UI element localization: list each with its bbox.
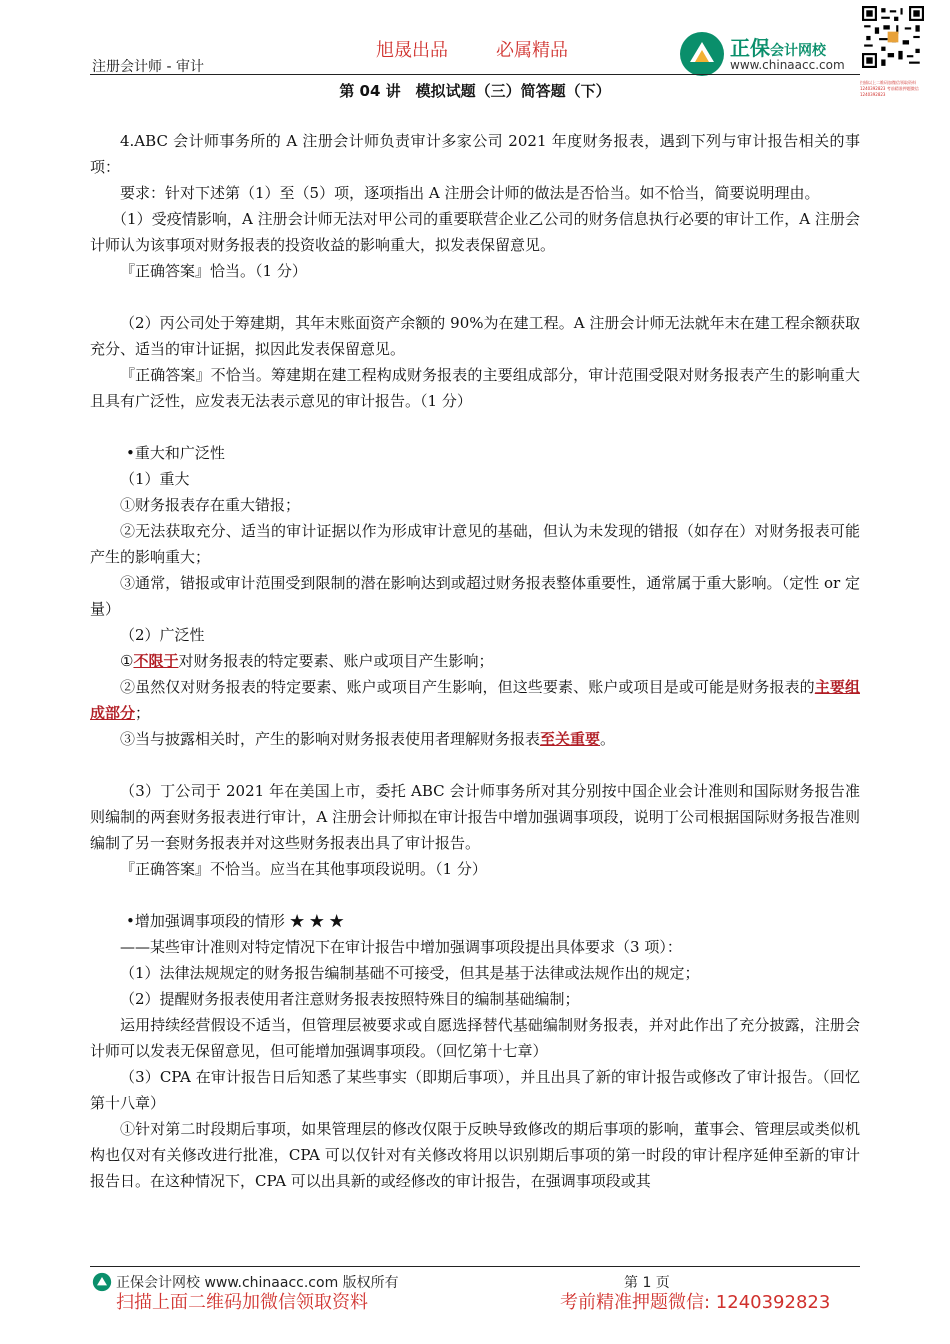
- subsequent-events-point: ①针对第二时段期后事项，如果管理层的修改仅限于反映导致修改的期后事项的影响，董事会、管理层或类似机构也仅对有关修改进行批准，CPA 可以仅针对有关修改将用以识别期后事项的第一时段的审计程序延伸至新的审计报告日。在这种情况下，CPA 可以出具新的或经修改的审计报告，在强调事项段或其: [90, 1120, 860, 1190]
- header-rule: [90, 74, 860, 75]
- question-stem: 4.ABC 会计师事务所的 A 注册会计师负责审计多家公司 2021 年度财务报表，遇到下列与审计报告相关的事项：: [90, 132, 860, 176]
- answer-1: 『正确答案』恰当。（1 分）: [120, 262, 307, 280]
- subheading-pervasive: （2）广泛性: [120, 626, 205, 644]
- qr-code-icon[interactable]: [862, 6, 924, 68]
- emphasis-case-3: （3）CPA 在审计报告日后知悉了某些事实（即期后事项），并且出具了新的审计报告或修改了审计报告。（回忆第十八章）: [90, 1068, 860, 1112]
- qr-caption: 扫描以上二维码加微信领取资料 1240392823 考前精准押题微信 1240392823: [860, 80, 919, 97]
- answer-3: 『正确答案』不恰当。应当在其他事项段说明。（1 分）: [120, 860, 487, 878]
- item-3: （3）丁公司于 2021 年在美国上市，委托 ABC 会计师事务所对其分别按中国企业会计准则和国际财务报告准则编制的两套财务报表进行审计，A 注册会计师拟在审计报告中增加强调事项段，说明丁公司根据国际财务报告准则编制了另一套财务报表并对这些财务报表出具了审计报告。: [90, 782, 860, 852]
- footer-copyright: 正保会计网校 www.chinaacc.com 版权所有: [92, 1272, 399, 1292]
- logo-name: 正保会计网校: [730, 36, 826, 60]
- item-2: （2）丙公司处于筹建期，其年末账面资产余额的 90%为在建工程。A 注册会计师无法就年末在建工程余额获取充分、适当的审计证据，拟因此发表保留意见。: [90, 314, 860, 358]
- emphasis-main-part: 主要组成部分: [90, 678, 860, 722]
- page-title: 第 04 讲 模拟试题（三）简答题（下）: [339, 82, 611, 100]
- pervasive-point-2: ②虽然仅对财务报表的特定要素、账户或项目产生影响，但这些要素、账户或项目是或可能是财务报表的主要组成部分；: [90, 678, 860, 722]
- chinaacc-logo-icon: [92, 1272, 112, 1292]
- emphasis-case-2: （2）提醒财务报表使用者注意财务报表按照特殊目的编制基础编制；: [120, 990, 580, 1008]
- subheading-material: （1）重大: [120, 470, 190, 488]
- page-number: 第 1 页: [624, 1275, 670, 1291]
- material-point-2: ②无法获取充分、适当的审计证据以作为形成审计意见的基础，但认为未发现的错报（如存在）对财务报表可能产生的影响重大；: [90, 522, 860, 566]
- material-point-1: ①财务报表存在重大错报；: [120, 496, 301, 514]
- point-heading-material-pervasive: •重大和广泛性: [126, 444, 225, 462]
- footer-rule: [90, 1266, 860, 1267]
- answer-2: 『正确答案』不恰当。筹建期在建工程构成财务报表的主要组成部分，审计范围受限对财务报表产生的影响重大且具有广泛性，应发表无法表示意见的审计报告。（1 分）: [90, 366, 860, 410]
- header-promo-left: 旭晟出品: [376, 40, 448, 61]
- header-subject: 注册会计师 - 审计: [92, 59, 204, 75]
- document-body: [90, 128, 860, 1194]
- header-promo-right: 必属精品: [496, 40, 568, 61]
- point-heading-emphasis: •增加强调事项段的情形 ★ ★ ★: [126, 912, 345, 930]
- pervasive-point-3: ③当与披露相关时，产生的影响对财务报表使用者理解财务报表至关重要。: [120, 730, 616, 748]
- emphasis-intro: ——某些审计准则对特定情况下在审计报告中增加强调事项段提出具体要求（3 项）：: [120, 938, 682, 956]
- chinaacc-logo-icon: [678, 30, 726, 78]
- emphasis-crucial: 至关重要: [540, 730, 601, 748]
- emphasis-note: 运用持续经营假设不适当，但管理层被要求或自愿选择替代基础编制财务报表，并对此作出了充分披露，注册会计师可以发表无保留意见，但可能增加强调事项段。（回忆第十七章）: [90, 1016, 860, 1060]
- item-1: （1）受疫情影响，A 注册会计师无法对甲公司的重要联营企业乙公司的财务信息执行必要的审计工作，A 注册会计师认为该事项对财务报表的投资收益的影响重大，拟发表保留意见。: [90, 210, 860, 254]
- brand-logo[interactable]: [678, 30, 858, 78]
- footer-promo-right: 考前精准押题微信: 1240392823: [560, 1292, 831, 1313]
- logo-url: www.chinaacc.com: [730, 58, 845, 72]
- pervasive-point-1: ①不限于对财务报表的特定要素、账户或项目产生影响；: [120, 652, 494, 670]
- emphasis-not-limited: 不限于: [133, 652, 179, 670]
- question-requirement: 要求：针对下述第（1）至（5）项，逐项指出 A 注册会计师的做法是否恰当。如不恰当，简要说明理由。: [120, 184, 820, 202]
- footer-promo-left: 扫描上面二维码加微信领取资料: [116, 1292, 368, 1313]
- emphasis-case-1: （1）法律法规规定的财务报告编制基础不可接受，但其是基于法律或法规作出的规定；: [120, 964, 700, 982]
- material-point-3: ③通常，错报或审计范围受到限制的潜在影响达到或超过财务报表整体重要性，通常属于重大影响。（定性 or 定量）: [90, 574, 860, 618]
